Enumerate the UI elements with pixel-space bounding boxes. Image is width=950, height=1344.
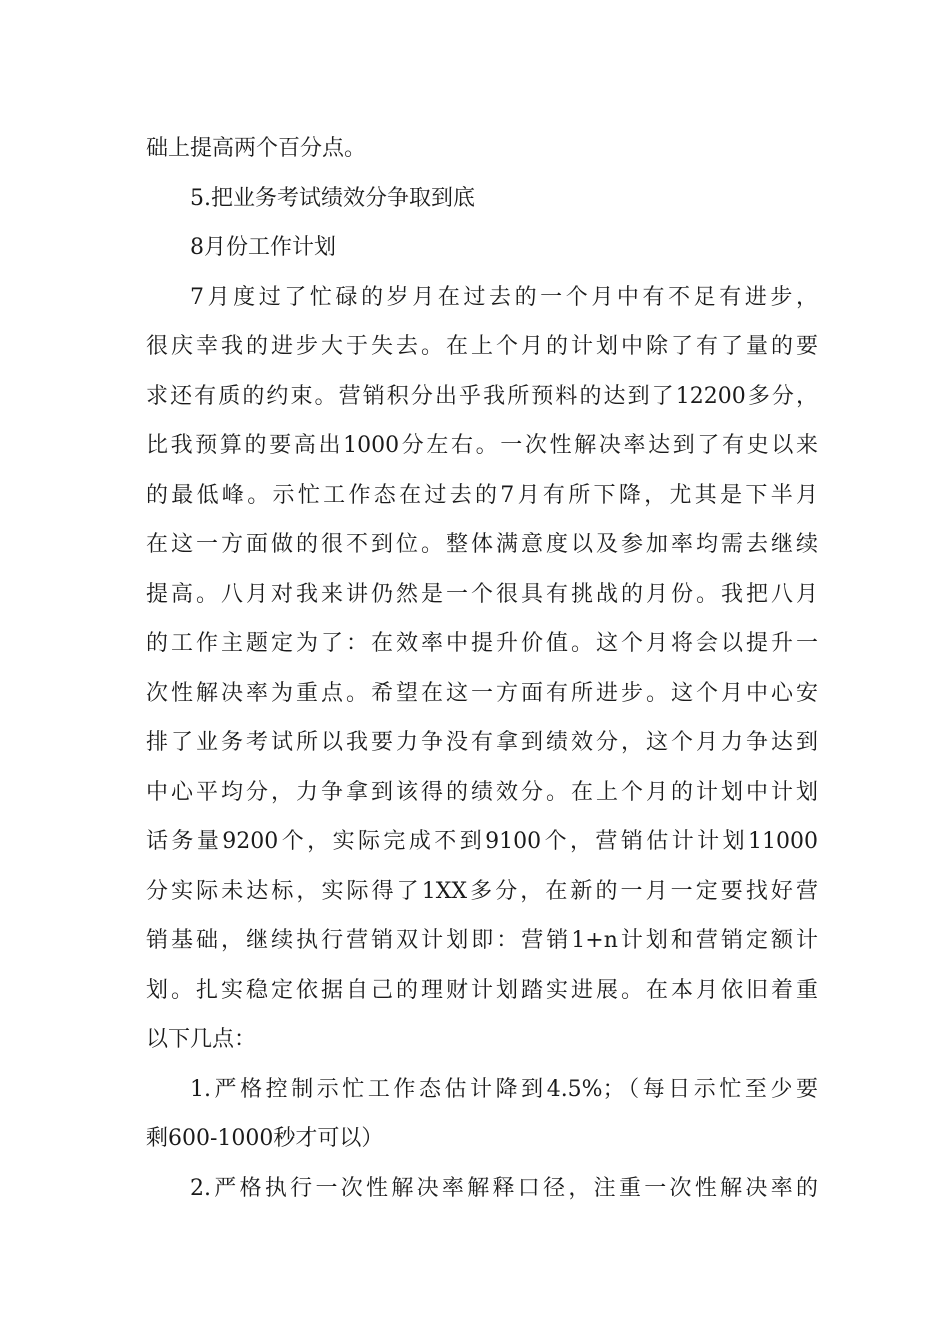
paragraph-line: 7月度过了忙碌的岁月在过去的一个月中有不足有进步， [190, 284, 818, 310]
list-item: 1.严格控制示忙工作态估计降到4.5%；（每日示忙至少要 [190, 1076, 818, 1102]
paragraph-line: 很庆幸我的进步大于失去。在上个月的计划中除了有了量的要 [146, 334, 818, 359]
paragraph-line: 比我预算的要高出1000分左右。一次性解决率达到了有史以来 [146, 433, 818, 458]
paragraph-line: 分实际未达标，实际得了1XX多分，在新的一月一定要找好营 [146, 878, 818, 904]
list-item: 2.严格执行一次性解决率解释口径，注重一次性解决率的 [190, 1175, 818, 1201]
paragraph-line: 排了业务考试所以我要力争没有拿到绩效分，这个月力争达到 [146, 730, 818, 755]
paragraph-line: 的最低峰。示忙工作态在过去的7月有所下降，尤其是下半月 [146, 482, 818, 508]
paragraph-line: 以下几点： [146, 1027, 257, 1052]
document-page [146, 124, 818, 1213]
list-item: 5.把业务考试绩效分争取到底 [190, 185, 475, 211]
section-heading: 8月份工作计划 [190, 235, 336, 260]
list-item-continuation: 剩600-1000秒才可以） [146, 1126, 384, 1151]
paragraph-line: 次性解决率为重点。希望在这一方面有所进步。这个月中心安 [146, 680, 818, 706]
paragraph-line: 础上提高两个百分点。 [146, 136, 367, 161]
paragraph-line: 在这一方面做的很不到位。整体满意度以及参加率均需去继续 [146, 532, 818, 557]
paragraph-line: 划。扎实稳定依据自己的理财计划踏实进展。在本月依旧着重 [146, 977, 818, 1003]
paragraph-line: 话务量9200个，实际完成不到9100个，营销估计计划11000 [146, 829, 818, 854]
paragraph-line: 销基础，继续执行营销双计划即：营销1+n计划和营销定额计 [146, 928, 818, 953]
paragraph-line: 的工作主题定为了：在效率中提升价值。这个月将会以提升一 [146, 631, 818, 656]
paragraph-line: 提高。八月对我来讲仍然是一个很具有挑战的月份。我把八月 [146, 581, 818, 607]
paragraph-line: 中心平均分，力争拿到该得的绩效分。在上个月的计划中计划 [146, 779, 818, 805]
paragraph-line: 求还有质的约束。营销积分出乎我所预料的达到了12200多分， [146, 383, 818, 409]
